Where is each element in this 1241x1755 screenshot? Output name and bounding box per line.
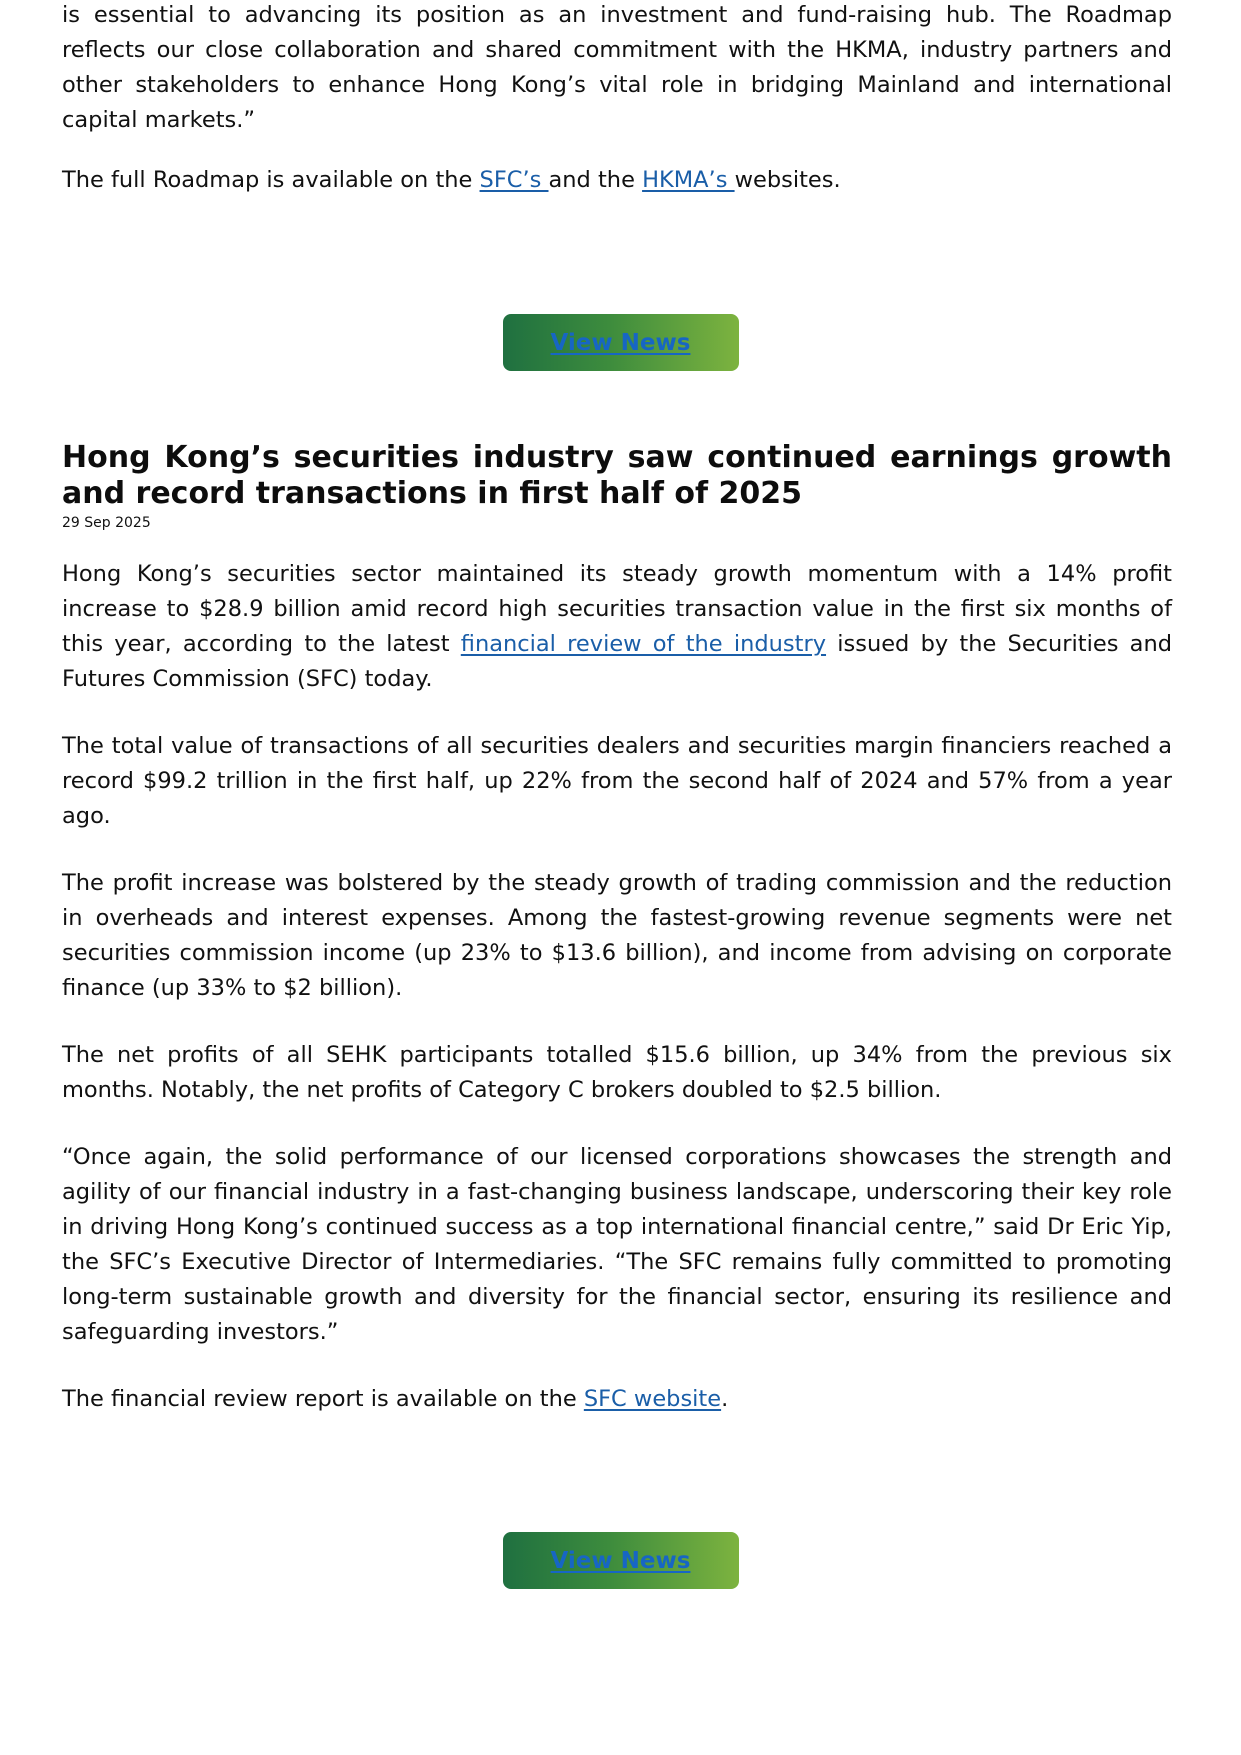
availability-suffix: websites.: [734, 167, 841, 193]
availability-prefix: The full Roadmap is available on the: [62, 167, 480, 193]
article-paragraph-2: The total value of transactions of all securities dealers and securities margin financiers reached a record $99.2 trillion in the first half, up 22% from the second half of 2024 and 57% from a year ago.: [62, 733, 1172, 829]
sfc-website-link[interactable]: SFC’s: [479, 167, 549, 193]
article-1-tail: [62, 0, 1172, 198]
sfc-website-report-link[interactable]: SFC website: [583, 1386, 722, 1412]
paragraph-text: .: [721, 1386, 729, 1412]
article-title: Hong Kong’s securities industry saw continued earnings growth and record transactions in first half of 2025: [62, 440, 1172, 511]
article-paragraph-5: “Once again, the solid performance of our licensed corporations showcases the strength and agility of our financial industry in a fast-changing business landscape, underscoring their key role in driving Hong Kong’s continued success as a top international financial centre,” said Dr Eric Yip, the SFC’s Executive Director of Intermediaries. “The SFC remains fully committed to promoting long-term sustainable growth and diversity for the financial sector, ensuring its resilience and safeguarding investors.”: [62, 1144, 1172, 1345]
view-news-label: View News: [550, 1547, 691, 1574]
view-news-button-container-2: [0, 1532, 1241, 1589]
hkma-website-link[interactable]: HKMA’s: [642, 167, 735, 193]
view-news-label: View News: [550, 329, 691, 356]
paragraph-text: issued by the Securities and Futures Commission (SFC) today.: [62, 631, 1173, 692]
quote-paragraph: is essential to advancing its position as an investment and fund-raising hub. The Roadmap reflects our close collaboration and shared commitment with the HKMA, industry partners and other stakeholders to enhance Hong Kong’s vital role in bridging Mainland and international capital markets.”: [62, 2, 1172, 133]
financial-review-link[interactable]: financial review of the industry: [460, 631, 827, 657]
paragraph-text: The financial review report is available on the: [62, 1386, 584, 1412]
availability-middle: and the: [548, 167, 643, 193]
view-news-button-2[interactable]: [503, 1532, 739, 1589]
article-paragraph-6: [62, 1382, 1172, 1417]
view-news-button-container-1: [0, 314, 1241, 371]
roadmap-availability-paragraph: [62, 163, 1172, 198]
article-2: [62, 440, 1172, 1417]
article-paragraph-4: The net profits of all SEHK participants totalled $15.6 billion, up 34% from the previous six months. Notably, the net profits of Category C brokers doubled to $2.5 billion.: [62, 1042, 1172, 1103]
article-date: 29 Sep 2025: [62, 515, 151, 531]
article-paragraph-1: [62, 557, 1172, 697]
article-paragraph-3: The profit increase was bolstered by the steady growth of trading commission and the reduction in overheads and interest expenses. Among the fastest-growing revenue segments were net securities commission income (up 23% to $13.6 billion), and income from advising on corporate finance (up 33% to $2 billion).: [62, 870, 1172, 1001]
paragraph-text: Hong Kong’s securities sector maintained its steady growth momentum with a 14% profit increase to $28.9 billion amid record high securities transaction value in the first six months of this year, according to the latest: [62, 561, 1172, 657]
view-news-button-1[interactable]: [503, 314, 739, 371]
